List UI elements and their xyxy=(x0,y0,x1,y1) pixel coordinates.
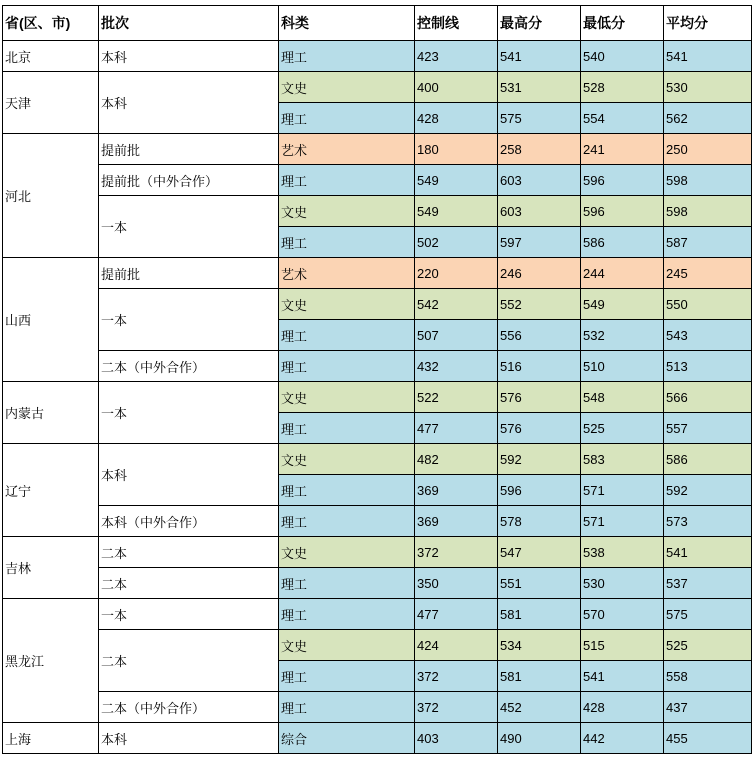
type-cell: 理工 xyxy=(279,351,415,382)
avg-score-cell: 455 xyxy=(664,723,752,754)
avg-score-cell: 513 xyxy=(664,351,752,382)
min-score-cell: 554 xyxy=(581,103,664,134)
control-line-cell: 542 xyxy=(415,289,498,320)
table-row xyxy=(3,41,752,72)
type-cell: 文史 xyxy=(279,289,415,320)
province-cell: 山西 xyxy=(3,258,99,382)
type-cell: 文史 xyxy=(279,444,415,475)
batch-cell: 一本 xyxy=(99,196,279,258)
table-row xyxy=(3,537,752,568)
min-score-cell: 538 xyxy=(581,537,664,568)
batch-cell: 本科 xyxy=(99,723,279,754)
avg-score-cell: 566 xyxy=(664,382,752,413)
type-cell: 文史 xyxy=(279,196,415,227)
header-batch: 批次 xyxy=(99,6,279,41)
control-line-cell: 502 xyxy=(415,227,498,258)
max-score-cell: 581 xyxy=(498,599,581,630)
type-cell: 理工 xyxy=(279,227,415,258)
batch-cell: 一本 xyxy=(99,289,279,351)
batch-cell: 本科 xyxy=(99,72,279,134)
table-row xyxy=(3,692,752,723)
type-cell: 理工 xyxy=(279,692,415,723)
type-cell: 艺术 xyxy=(279,258,415,289)
avg-score-cell: 562 xyxy=(664,103,752,134)
max-score-cell: 246 xyxy=(498,258,581,289)
max-score-cell: 603 xyxy=(498,165,581,196)
type-cell: 综合 xyxy=(279,723,415,754)
control-line-cell: 428 xyxy=(415,103,498,134)
max-score-cell: 531 xyxy=(498,72,581,103)
header-min-score: 最低分 xyxy=(581,6,664,41)
control-line-cell: 372 xyxy=(415,692,498,723)
type-cell: 理工 xyxy=(279,41,415,72)
avg-score-cell: 557 xyxy=(664,413,752,444)
min-score-cell: 532 xyxy=(581,320,664,351)
control-line-cell: 180 xyxy=(415,134,498,165)
max-score-cell: 541 xyxy=(498,41,581,72)
header-avg-score: 平均分 xyxy=(664,6,752,41)
min-score-cell: 244 xyxy=(581,258,664,289)
avg-score-cell: 587 xyxy=(664,227,752,258)
type-cell: 理工 xyxy=(279,568,415,599)
min-score-cell: 510 xyxy=(581,351,664,382)
table-row xyxy=(3,196,752,227)
table-row xyxy=(3,258,752,289)
max-score-cell: 581 xyxy=(498,661,581,692)
province-cell: 河北 xyxy=(3,134,99,258)
batch-cell: 提前批 xyxy=(99,134,279,165)
max-score-cell: 556 xyxy=(498,320,581,351)
min-score-cell: 528 xyxy=(581,72,664,103)
min-score-cell: 583 xyxy=(581,444,664,475)
batch-cell: 一本 xyxy=(99,599,279,630)
avg-score-cell: 543 xyxy=(664,320,752,351)
control-line-cell: 369 xyxy=(415,475,498,506)
max-score-cell: 603 xyxy=(498,196,581,227)
avg-score-cell: 525 xyxy=(664,630,752,661)
avg-score-cell: 586 xyxy=(664,444,752,475)
control-line-cell: 477 xyxy=(415,599,498,630)
batch-cell: 提前批（中外合作） xyxy=(99,165,279,196)
batch-cell: 二本 xyxy=(99,630,279,692)
province-cell: 天津 xyxy=(3,72,99,134)
min-score-cell: 571 xyxy=(581,475,664,506)
batch-cell: 提前批 xyxy=(99,258,279,289)
table-row xyxy=(3,72,752,103)
province-cell: 辽宁 xyxy=(3,444,99,537)
batch-cell: 二本 xyxy=(99,568,279,599)
min-score-cell: 525 xyxy=(581,413,664,444)
type-cell: 文史 xyxy=(279,72,415,103)
min-score-cell: 586 xyxy=(581,227,664,258)
type-cell: 理工 xyxy=(279,165,415,196)
avg-score-cell: 558 xyxy=(664,661,752,692)
control-line-cell: 400 xyxy=(415,72,498,103)
max-score-cell: 516 xyxy=(498,351,581,382)
max-score-cell: 578 xyxy=(498,506,581,537)
province-cell: 黑龙江 xyxy=(3,599,99,723)
table-row xyxy=(3,165,752,196)
max-score-cell: 592 xyxy=(498,444,581,475)
admission-score-table xyxy=(2,5,752,754)
batch-cell: 本科 xyxy=(99,41,279,72)
control-line-cell: 423 xyxy=(415,41,498,72)
avg-score-cell: 537 xyxy=(664,568,752,599)
province-cell: 内蒙古 xyxy=(3,382,99,444)
control-line-cell: 403 xyxy=(415,723,498,754)
header-province: 省(区、市) xyxy=(3,6,99,41)
batch-cell: 二本（中外合作） xyxy=(99,351,279,382)
min-score-cell: 570 xyxy=(581,599,664,630)
max-score-cell: 490 xyxy=(498,723,581,754)
header-control-line: 控制线 xyxy=(415,6,498,41)
control-line-cell: 350 xyxy=(415,568,498,599)
type-cell: 艺术 xyxy=(279,134,415,165)
min-score-cell: 596 xyxy=(581,165,664,196)
max-score-cell: 547 xyxy=(498,537,581,568)
control-line-cell: 372 xyxy=(415,661,498,692)
table-row xyxy=(3,599,752,630)
avg-score-cell: 575 xyxy=(664,599,752,630)
avg-score-cell: 541 xyxy=(664,537,752,568)
type-cell: 理工 xyxy=(279,413,415,444)
min-score-cell: 241 xyxy=(581,134,664,165)
min-score-cell: 442 xyxy=(581,723,664,754)
avg-score-cell: 573 xyxy=(664,506,752,537)
table-row xyxy=(3,444,752,475)
min-score-cell: 571 xyxy=(581,506,664,537)
min-score-cell: 549 xyxy=(581,289,664,320)
table-row xyxy=(3,723,752,754)
control-line-cell: 369 xyxy=(415,506,498,537)
table-row xyxy=(3,506,752,537)
max-score-cell: 258 xyxy=(498,134,581,165)
type-cell: 理工 xyxy=(279,506,415,537)
control-line-cell: 507 xyxy=(415,320,498,351)
control-line-cell: 549 xyxy=(415,196,498,227)
type-cell: 理工 xyxy=(279,661,415,692)
max-score-cell: 576 xyxy=(498,413,581,444)
table-row xyxy=(3,630,752,661)
max-score-cell: 534 xyxy=(498,630,581,661)
province-cell: 吉林 xyxy=(3,537,99,599)
table-row xyxy=(3,382,752,413)
type-cell: 文史 xyxy=(279,630,415,661)
min-score-cell: 548 xyxy=(581,382,664,413)
table-row xyxy=(3,134,752,165)
max-score-cell: 575 xyxy=(498,103,581,134)
max-score-cell: 452 xyxy=(498,692,581,723)
header-max-score: 最高分 xyxy=(498,6,581,41)
max-score-cell: 551 xyxy=(498,568,581,599)
control-line-cell: 522 xyxy=(415,382,498,413)
batch-cell: 二本 xyxy=(99,537,279,568)
avg-score-cell: 437 xyxy=(664,692,752,723)
control-line-cell: 432 xyxy=(415,351,498,382)
avg-score-cell: 592 xyxy=(664,475,752,506)
avg-score-cell: 250 xyxy=(664,134,752,165)
table-row xyxy=(3,568,752,599)
avg-score-cell: 530 xyxy=(664,72,752,103)
type-cell: 文史 xyxy=(279,382,415,413)
control-line-cell: 477 xyxy=(415,413,498,444)
province-cell: 上海 xyxy=(3,723,99,754)
min-score-cell: 541 xyxy=(581,661,664,692)
control-line-cell: 220 xyxy=(415,258,498,289)
batch-cell: 本科 xyxy=(99,444,279,506)
batch-cell: 一本 xyxy=(99,382,279,444)
max-score-cell: 552 xyxy=(498,289,581,320)
avg-score-cell: 598 xyxy=(664,165,752,196)
table-row xyxy=(3,289,752,320)
batch-cell: 本科（中外合作） xyxy=(99,506,279,537)
avg-score-cell: 245 xyxy=(664,258,752,289)
type-cell: 文史 xyxy=(279,537,415,568)
max-score-cell: 596 xyxy=(498,475,581,506)
avg-score-cell: 541 xyxy=(664,41,752,72)
province-cell: 北京 xyxy=(3,41,99,72)
control-line-cell: 424 xyxy=(415,630,498,661)
control-line-cell: 372 xyxy=(415,537,498,568)
max-score-cell: 597 xyxy=(498,227,581,258)
type-cell: 理工 xyxy=(279,103,415,134)
control-line-cell: 549 xyxy=(415,165,498,196)
max-score-cell: 576 xyxy=(498,382,581,413)
table-row xyxy=(3,351,752,382)
type-cell: 理工 xyxy=(279,599,415,630)
min-score-cell: 540 xyxy=(581,41,664,72)
avg-score-cell: 550 xyxy=(664,289,752,320)
min-score-cell: 530 xyxy=(581,568,664,599)
type-cell: 理工 xyxy=(279,475,415,506)
header-type: 科类 xyxy=(279,6,415,41)
min-score-cell: 428 xyxy=(581,692,664,723)
control-line-cell: 482 xyxy=(415,444,498,475)
table-body xyxy=(3,41,752,754)
type-cell: 理工 xyxy=(279,320,415,351)
min-score-cell: 515 xyxy=(581,630,664,661)
batch-cell: 二本（中外合作） xyxy=(99,692,279,723)
min-score-cell: 596 xyxy=(581,196,664,227)
avg-score-cell: 598 xyxy=(664,196,752,227)
header-row xyxy=(3,6,752,41)
